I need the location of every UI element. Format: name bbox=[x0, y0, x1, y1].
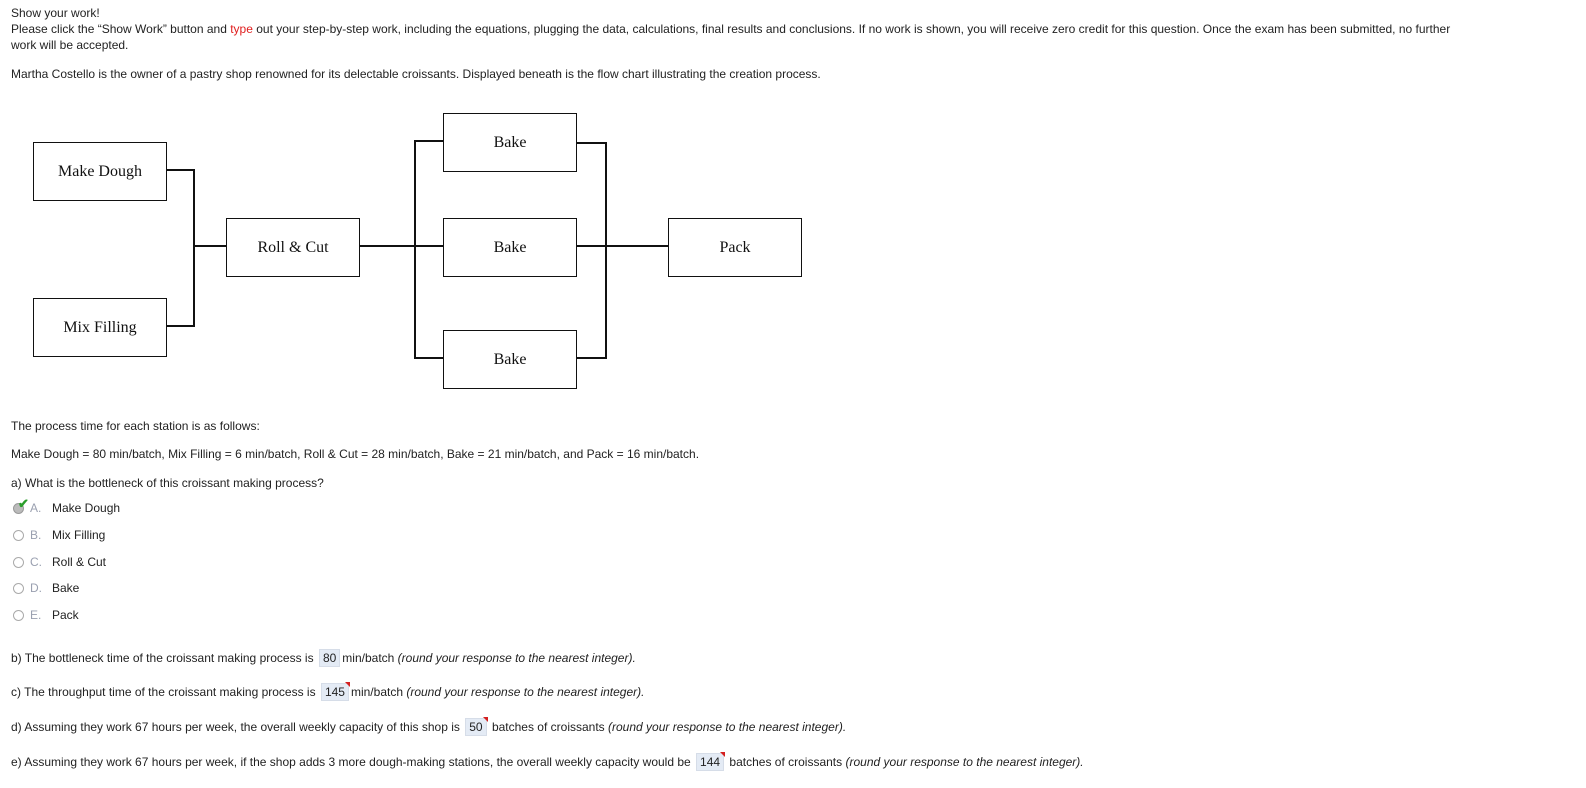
connector-line bbox=[414, 140, 444, 142]
process-intro: The process time for each station is as follows: bbox=[11, 419, 260, 433]
make-dough-box bbox=[33, 142, 167, 201]
option-label: Roll & Cut bbox=[52, 555, 107, 569]
instructions-post: out your step-by-step work, including the equations, plugging the data, calculations, final results and conclusions. If no work is shown, you will receive zero credit for this question. Once the exam has been submitted, no further bbox=[252, 22, 1451, 36]
bake-bottom-label: Bake bbox=[493, 350, 527, 368]
option-label: Pack bbox=[52, 608, 79, 622]
question-c-text: c) The throughput time of the croissant making process is bbox=[11, 685, 316, 699]
question-d-text: d) Assuming they work 67 hours per week, the overall weekly capacity of this shop is bbox=[11, 720, 460, 734]
answer-field-d[interactable] bbox=[465, 718, 486, 736]
instructions-type-word: type bbox=[230, 22, 253, 36]
option-c[interactable] bbox=[13, 553, 106, 571]
option-letter: E. bbox=[30, 608, 42, 622]
intro-text: Martha Costello is the owner of a pastry shop renowned for its delectable croissants. Displayed beneath is the flow chart illustrating the creation process. bbox=[11, 67, 821, 81]
pack-label: Pack bbox=[719, 238, 751, 256]
bake-top-label: Bake bbox=[493, 133, 527, 151]
question-d-unit: batches of croissants bbox=[491, 720, 605, 734]
connector-line bbox=[414, 140, 416, 359]
mix-filling-label: Mix Filling bbox=[63, 318, 137, 336]
connector-line bbox=[193, 245, 227, 247]
checkmark-icon: ✔ bbox=[18, 496, 29, 511]
pack-box bbox=[668, 218, 802, 277]
question-c bbox=[11, 683, 644, 701]
instructions-line2: work will be accepted. bbox=[11, 38, 129, 52]
make-dough-label: Make Dough bbox=[58, 162, 142, 180]
question-e bbox=[11, 753, 1084, 771]
roll-cut-box bbox=[226, 218, 360, 277]
incorrect-flag-icon bbox=[483, 717, 488, 722]
radio-button[interactable] bbox=[13, 530, 24, 541]
roll-cut-label: Roll & Cut bbox=[257, 238, 329, 256]
option-a[interactable] bbox=[13, 496, 121, 517]
option-e[interactable] bbox=[13, 606, 79, 624]
option-letter: C. bbox=[30, 555, 42, 569]
process-times: Make Dough = 80 min/batch, Mix Filling = 6 min/batch, Roll & Cut = 28 min/batch, Bake = 21 min/batch, and Pack = 16 min/batch. bbox=[11, 447, 700, 461]
connector-line bbox=[167, 169, 194, 171]
connector-line bbox=[577, 142, 606, 144]
connector-line bbox=[577, 357, 606, 359]
connector-line bbox=[360, 245, 444, 247]
question-c-unit: min/batch bbox=[350, 685, 403, 699]
bake-mid-label: Bake bbox=[493, 238, 527, 256]
answer-value: 145 bbox=[324, 685, 345, 699]
bake-mid-box bbox=[443, 218, 577, 277]
instructions-pre: Please click the “Show Work” button and bbox=[11, 22, 231, 36]
question-b-hint: (round your response to the nearest integer). bbox=[397, 651, 636, 665]
question-b bbox=[11, 649, 636, 667]
option-label: Bake bbox=[52, 581, 80, 595]
mix-filling-box bbox=[33, 298, 167, 357]
connector-line bbox=[167, 325, 194, 327]
answer-field-b[interactable]: 80 bbox=[319, 649, 340, 667]
question-a-text: a) What is the bottleneck of this croissant making process? bbox=[11, 476, 324, 490]
question-d bbox=[11, 718, 846, 736]
bake-bottom-box bbox=[443, 330, 577, 389]
connector-line bbox=[577, 245, 669, 247]
radio-button[interactable] bbox=[13, 610, 24, 621]
question-b-text: b) The bottleneck time of the croissant making process is bbox=[11, 651, 314, 665]
question-e-hint: (round your response to the nearest integer). bbox=[845, 755, 1084, 769]
answer-field-e[interactable] bbox=[696, 753, 724, 771]
question-e-text: e) Assuming they work 67 hours per week, if the shop adds 3 more dough-making stations, the overall weekly capacity would be bbox=[11, 755, 691, 769]
option-label: Mix Filling bbox=[52, 528, 106, 542]
option-label: Make Dough bbox=[52, 501, 121, 515]
option-d[interactable] bbox=[13, 579, 79, 597]
question-c-hint: (round your response to the nearest integer). bbox=[406, 685, 645, 699]
instructions-line1 bbox=[11, 22, 1450, 36]
incorrect-flag-icon bbox=[720, 752, 725, 757]
show-work-heading: Show your work! bbox=[11, 6, 100, 20]
question-e-unit: batches of croissants bbox=[729, 755, 843, 769]
option-letter: B. bbox=[30, 528, 42, 542]
bake-top-box bbox=[443, 113, 577, 172]
option-b[interactable] bbox=[13, 526, 105, 544]
question-d-hint: (round your response to the nearest integer). bbox=[608, 720, 847, 734]
answer-value: 144 bbox=[700, 755, 721, 769]
option-letter: D. bbox=[30, 581, 42, 595]
incorrect-flag-icon bbox=[345, 682, 350, 687]
connector-line bbox=[605, 142, 607, 359]
answer-field-c[interactable] bbox=[321, 683, 349, 701]
radio-button[interactable] bbox=[13, 557, 24, 568]
question-b-unit: min/batch bbox=[342, 651, 395, 665]
connector-line bbox=[193, 169, 195, 327]
connector-line bbox=[414, 357, 444, 359]
option-letter: A. bbox=[30, 501, 42, 515]
answer-value: 50 bbox=[469, 720, 483, 734]
radio-button[interactable] bbox=[13, 583, 24, 594]
